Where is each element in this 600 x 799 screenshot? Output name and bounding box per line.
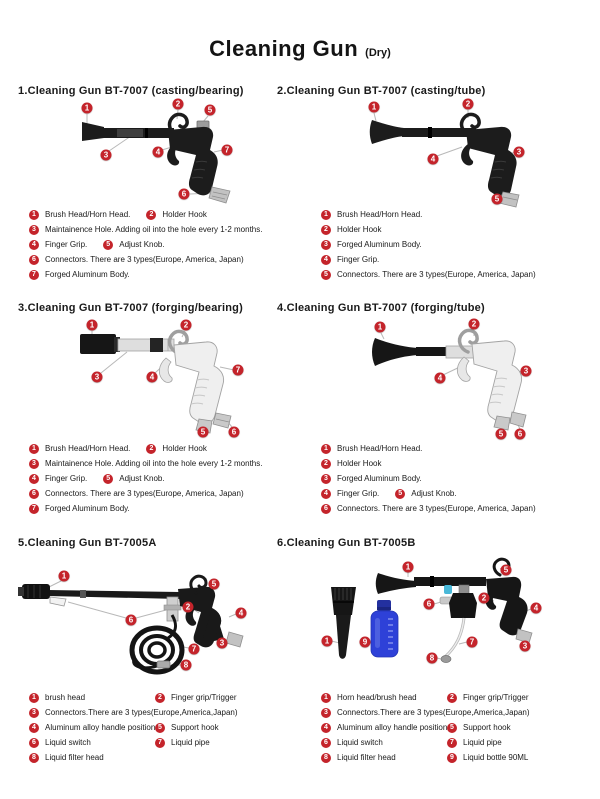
- part-item: [155, 722, 219, 733]
- part-label: Liquid pipe: [171, 738, 210, 747]
- part-number-badge: 4: [321, 489, 331, 499]
- part-item: [447, 722, 511, 733]
- part-number-badge: 8: [321, 753, 331, 763]
- gun-illustration-lance-hose: [0, 555, 300, 690]
- callout-badge-6: 6: [424, 599, 435, 610]
- part-label: Brush Head/Horn Head.: [45, 444, 131, 453]
- parts-row: [29, 488, 300, 499]
- section-gun-2: [277, 83, 600, 298]
- callout-badge-5: 5: [209, 579, 220, 590]
- parts-row: [321, 224, 597, 235]
- parts-row: [29, 443, 300, 454]
- parts-list: [0, 209, 300, 284]
- part-number-badge: 5: [321, 270, 331, 280]
- gun-figure-6: [300, 555, 600, 690]
- part-label: Liquid bottle 90ML: [463, 753, 529, 762]
- gun-illustration-black-tube: [300, 100, 600, 210]
- parts-row: [321, 269, 597, 280]
- part-label: Horn head/brush head: [337, 693, 417, 702]
- part-item: [447, 752, 528, 763]
- part-item: [321, 752, 447, 763]
- section-heading: 1.Cleaning Gun BT-7007 (casting/bearing): [18, 85, 244, 97]
- callout-badge-4: 4: [236, 608, 247, 619]
- section-gun-6: [277, 535, 600, 795]
- part-label: Aluminum alloy handle position: [45, 723, 156, 732]
- callout-badge-7: 7: [233, 365, 244, 376]
- gun-figure-1: [0, 100, 300, 210]
- part-item: [103, 473, 164, 484]
- part-item: [29, 269, 130, 280]
- parts-row: [321, 239, 597, 250]
- part-item: [155, 692, 237, 703]
- callout-badge-5: 5: [198, 427, 209, 438]
- part-label: Connectors. There are 3 types(Europe, America, Japan): [337, 504, 536, 513]
- part-number-badge: 5: [395, 489, 405, 499]
- part-item: [146, 209, 206, 220]
- part-number-badge: 5: [155, 723, 165, 733]
- gun-illustration-liquid-kit: [300, 555, 600, 690]
- parts-row: [321, 488, 597, 499]
- part-item: [29, 224, 262, 235]
- callout-badge-3: 3: [217, 638, 228, 649]
- part-label: Finger grip/Trigger: [463, 693, 529, 702]
- part-label: Forged Aluminum Body.: [337, 240, 422, 249]
- part-number-badge: 1: [29, 444, 39, 454]
- part-number-badge: 2: [155, 693, 165, 703]
- section-gun-5: [0, 535, 323, 795]
- callout-badge-2: 2: [183, 602, 194, 613]
- part-number-badge: 7: [29, 504, 39, 514]
- gun-figure-2: [300, 100, 600, 210]
- part-number-badge: 9: [447, 753, 457, 763]
- callout-badge-1: 1: [375, 322, 386, 333]
- part-label: Finger grip/Trigger: [171, 693, 237, 702]
- part-number-badge: 2: [447, 693, 457, 703]
- parts-row: [29, 458, 300, 469]
- part-number-badge: 4: [321, 255, 331, 265]
- callout-badge-1: 1: [369, 102, 380, 113]
- part-number-badge: 3: [29, 708, 39, 718]
- part-number-badge: 1: [321, 210, 331, 220]
- part-label: Adjust Knob.: [119, 474, 165, 483]
- part-number-badge: 3: [321, 708, 331, 718]
- callout-badge-8: 8: [181, 660, 192, 671]
- part-number-badge: 2: [321, 225, 331, 235]
- callout-badge-6: 6: [126, 615, 137, 626]
- part-number-badge: 3: [321, 240, 331, 250]
- parts-row: [321, 752, 597, 763]
- callout-badge-4: 4: [147, 372, 158, 383]
- page-title-block: [0, 36, 600, 62]
- parts-row: [321, 443, 597, 454]
- callout-badge-9: 9: [360, 637, 371, 648]
- part-number-badge: 6: [29, 489, 39, 499]
- part-label: Brush Head/Horn Head.: [337, 444, 423, 453]
- part-number-badge: 4: [29, 240, 39, 250]
- part-number-badge: 6: [321, 738, 331, 748]
- parts-row: [29, 707, 300, 718]
- parts-list: [277, 443, 597, 518]
- parts-row: [321, 503, 597, 514]
- part-label: Support hook: [171, 723, 219, 732]
- parts-row: [321, 473, 597, 484]
- part-item: [29, 473, 87, 484]
- part-label: Connectors. There are 3 types(Europe, America, Japan): [45, 255, 244, 264]
- parts-row: [29, 254, 300, 265]
- gun-illustration-black-bearing: [0, 100, 300, 210]
- part-number-badge: 2: [146, 210, 156, 220]
- section-heading: 6.Cleaning Gun BT-7005B: [277, 537, 416, 549]
- part-item: [155, 737, 210, 748]
- part-label: Connectors. There are 3 types(Europe, America, Japan): [337, 270, 536, 279]
- section-heading: 4.Cleaning Gun BT-7007 (forging/tube): [277, 302, 485, 314]
- callout-badge-3: 3: [514, 147, 525, 158]
- part-number-badge: 6: [29, 255, 39, 265]
- part-number-badge: 6: [321, 504, 331, 514]
- part-number-badge: 4: [29, 723, 39, 733]
- part-item: [321, 209, 422, 220]
- callout-badge-2: 2: [479, 593, 490, 604]
- section-heading: 5.Cleaning Gun BT-7005A: [18, 537, 157, 549]
- parts-row: [29, 473, 300, 484]
- callout-badge-7: 7: [189, 644, 200, 655]
- part-item: [29, 752, 155, 763]
- part-label: Liquid filter head: [45, 753, 104, 762]
- part-number-badge: 5: [103, 240, 113, 250]
- parts-row: [29, 692, 300, 703]
- part-label: Aluminum alloy handle position: [337, 723, 448, 732]
- part-item: [321, 443, 422, 454]
- part-item: [29, 488, 244, 499]
- part-item: [321, 224, 381, 235]
- page-subtitle: (Dry): [365, 47, 391, 59]
- part-label: Forged Aluminum Body.: [337, 474, 422, 483]
- callout-badge-2: 2: [181, 320, 192, 331]
- parts-row: [321, 254, 597, 265]
- section-heading: 2.Cleaning Gun BT-7007 (casting/tube): [277, 85, 486, 97]
- part-label: Holder Hook: [162, 210, 207, 219]
- parts-row: [321, 209, 597, 220]
- parts-row: [321, 722, 597, 733]
- part-item: [29, 239, 87, 250]
- callout-badge-2: 2: [469, 319, 480, 330]
- part-number-badge: 3: [321, 474, 331, 484]
- part-label: Adjust Knob.: [119, 240, 165, 249]
- part-label: Liquid filter head: [337, 753, 396, 762]
- gun-figure-4: [300, 320, 600, 440]
- callout-badge-5: 5: [496, 429, 507, 440]
- part-label: Forged Aluminum Body.: [45, 270, 130, 279]
- part-number-badge: 8: [29, 753, 39, 763]
- parts-list: [277, 692, 597, 767]
- callout-badge-3: 3: [101, 150, 112, 161]
- part-label: Holder Hook: [337, 225, 382, 234]
- part-number-badge: 2: [321, 459, 331, 469]
- part-label: Maintainence Hole. Adding oil into the hole every 1-2 months.: [45, 225, 263, 234]
- callout-badge-8: 8: [427, 653, 438, 664]
- parts-row: [29, 737, 300, 748]
- callout-badge-3: 3: [92, 372, 103, 383]
- part-number-badge: 4: [29, 474, 39, 484]
- callout-badge-4: 4: [531, 603, 542, 614]
- callout-badge-4: 4: [153, 147, 164, 158]
- parts-row: [29, 209, 300, 220]
- part-item: [447, 737, 502, 748]
- callout-badge-3: 3: [520, 641, 531, 652]
- part-label: Liquid pipe: [463, 738, 502, 747]
- part-label: Finger Grip.: [337, 255, 380, 264]
- callout-badge-5: 5: [492, 194, 503, 205]
- part-number-badge: 3: [29, 459, 39, 469]
- callout-badge-2: 2: [463, 99, 474, 110]
- parts-row: [321, 737, 597, 748]
- part-number-badge: 7: [29, 270, 39, 280]
- part-label: Forged Aluminum Body.: [45, 504, 130, 513]
- part-item: [321, 737, 447, 748]
- part-number-badge: 3: [29, 225, 39, 235]
- callout-badge-1: 1: [322, 636, 333, 647]
- parts-list: [0, 692, 300, 767]
- part-item: [321, 239, 422, 250]
- part-label: Connectors. There are 3 types(Europe, America, Japan): [45, 489, 244, 498]
- part-item: [321, 692, 447, 703]
- part-item: [29, 503, 130, 514]
- parts-row: [29, 269, 300, 280]
- part-number-badge: 1: [29, 210, 39, 220]
- part-label: Brush Head/Horn Head.: [337, 210, 423, 219]
- part-number-badge: 1: [321, 444, 331, 454]
- callout-badge-1: 1: [87, 320, 98, 331]
- gun-figure-5: [0, 555, 300, 690]
- gun-illustration-silver-tube: [300, 320, 600, 440]
- section-heading: 3.Cleaning Gun BT-7007 (forging/bearing): [18, 302, 243, 314]
- parts-row: [321, 707, 597, 718]
- part-item: [29, 692, 155, 703]
- callout-badge-6: 6: [229, 427, 240, 438]
- parts-row: [29, 722, 300, 733]
- part-number-badge: 7: [447, 738, 457, 748]
- part-label: Maintainence Hole. Adding oil into the hole every 1-2 months.: [45, 459, 263, 468]
- callout-badge-5: 5: [501, 565, 512, 576]
- part-item: [321, 488, 379, 499]
- part-label: Liquid switch: [45, 738, 91, 747]
- part-label: Connectors.There are 3 types(Europe,America,Japan): [337, 708, 530, 717]
- callout-badge-1: 1: [403, 562, 414, 573]
- part-number-badge: 1: [321, 693, 331, 703]
- section-gun-3: [0, 300, 323, 533]
- callout-badge-4: 4: [435, 373, 446, 384]
- part-label: Adjust Knob.: [411, 489, 457, 498]
- part-item: [29, 707, 238, 718]
- parts-row: [29, 752, 300, 763]
- part-item: [321, 269, 536, 280]
- part-item: [29, 722, 155, 733]
- part-item: [29, 737, 155, 748]
- part-item: [321, 473, 422, 484]
- part-item: [447, 692, 529, 703]
- part-label: Holder Hook: [162, 444, 207, 453]
- parts-row: [29, 224, 300, 235]
- callout-badge-2: 2: [173, 99, 184, 110]
- section-gun-1: [0, 83, 323, 298]
- part-label: Liquid switch: [337, 738, 383, 747]
- parts-row: [321, 692, 597, 703]
- part-label: Brush Head/Horn Head.: [45, 210, 131, 219]
- part-label: Connectors.There are 3 types(Europe,America,Japan): [45, 708, 238, 717]
- part-item: [321, 722, 447, 733]
- parts-row: [29, 239, 300, 250]
- part-item: [29, 254, 244, 265]
- callout-badge-1: 1: [82, 103, 93, 114]
- part-item: [321, 254, 379, 265]
- parts-list: [277, 209, 597, 284]
- part-number-badge: 2: [146, 444, 156, 454]
- page-title: Cleaning Gun: [209, 36, 359, 61]
- part-number-badge: 7: [155, 738, 165, 748]
- part-item: [321, 458, 381, 469]
- parts-list: [0, 443, 300, 518]
- part-label: Finger Grip.: [45, 240, 88, 249]
- section-gun-4: [277, 300, 600, 533]
- part-number-badge: 1: [29, 693, 39, 703]
- part-label: Holder Hook: [337, 459, 382, 468]
- part-label: Finger Grip.: [337, 489, 380, 498]
- part-item: [321, 503, 536, 514]
- callout-badge-7: 7: [467, 637, 478, 648]
- part-item: [321, 707, 530, 718]
- part-number-badge: 6: [29, 738, 39, 748]
- part-label: Finger Grip.: [45, 474, 88, 483]
- parts-row: [321, 458, 597, 469]
- part-item: [29, 209, 130, 220]
- gun-figure-3: [0, 320, 300, 440]
- part-number-badge: 4: [321, 723, 331, 733]
- part-number-badge: 5: [103, 474, 113, 484]
- callout-badge-7: 7: [222, 145, 233, 156]
- callout-badge-5: 5: [205, 105, 216, 116]
- callout-badge-4: 4: [428, 154, 439, 165]
- callout-badge-1: 1: [59, 571, 70, 582]
- part-item: [29, 443, 130, 454]
- part-item: [395, 488, 456, 499]
- callout-badge-6: 6: [179, 189, 190, 200]
- part-item: [146, 443, 206, 454]
- part-number-badge: 5: [447, 723, 457, 733]
- callout-badge-3: 3: [521, 366, 532, 377]
- parts-row: [29, 503, 300, 514]
- part-label: brush head: [45, 693, 86, 702]
- part-item: [103, 239, 164, 250]
- part-label: Support hook: [463, 723, 511, 732]
- callout-badge-6: 6: [515, 429, 526, 440]
- part-item: [29, 458, 262, 469]
